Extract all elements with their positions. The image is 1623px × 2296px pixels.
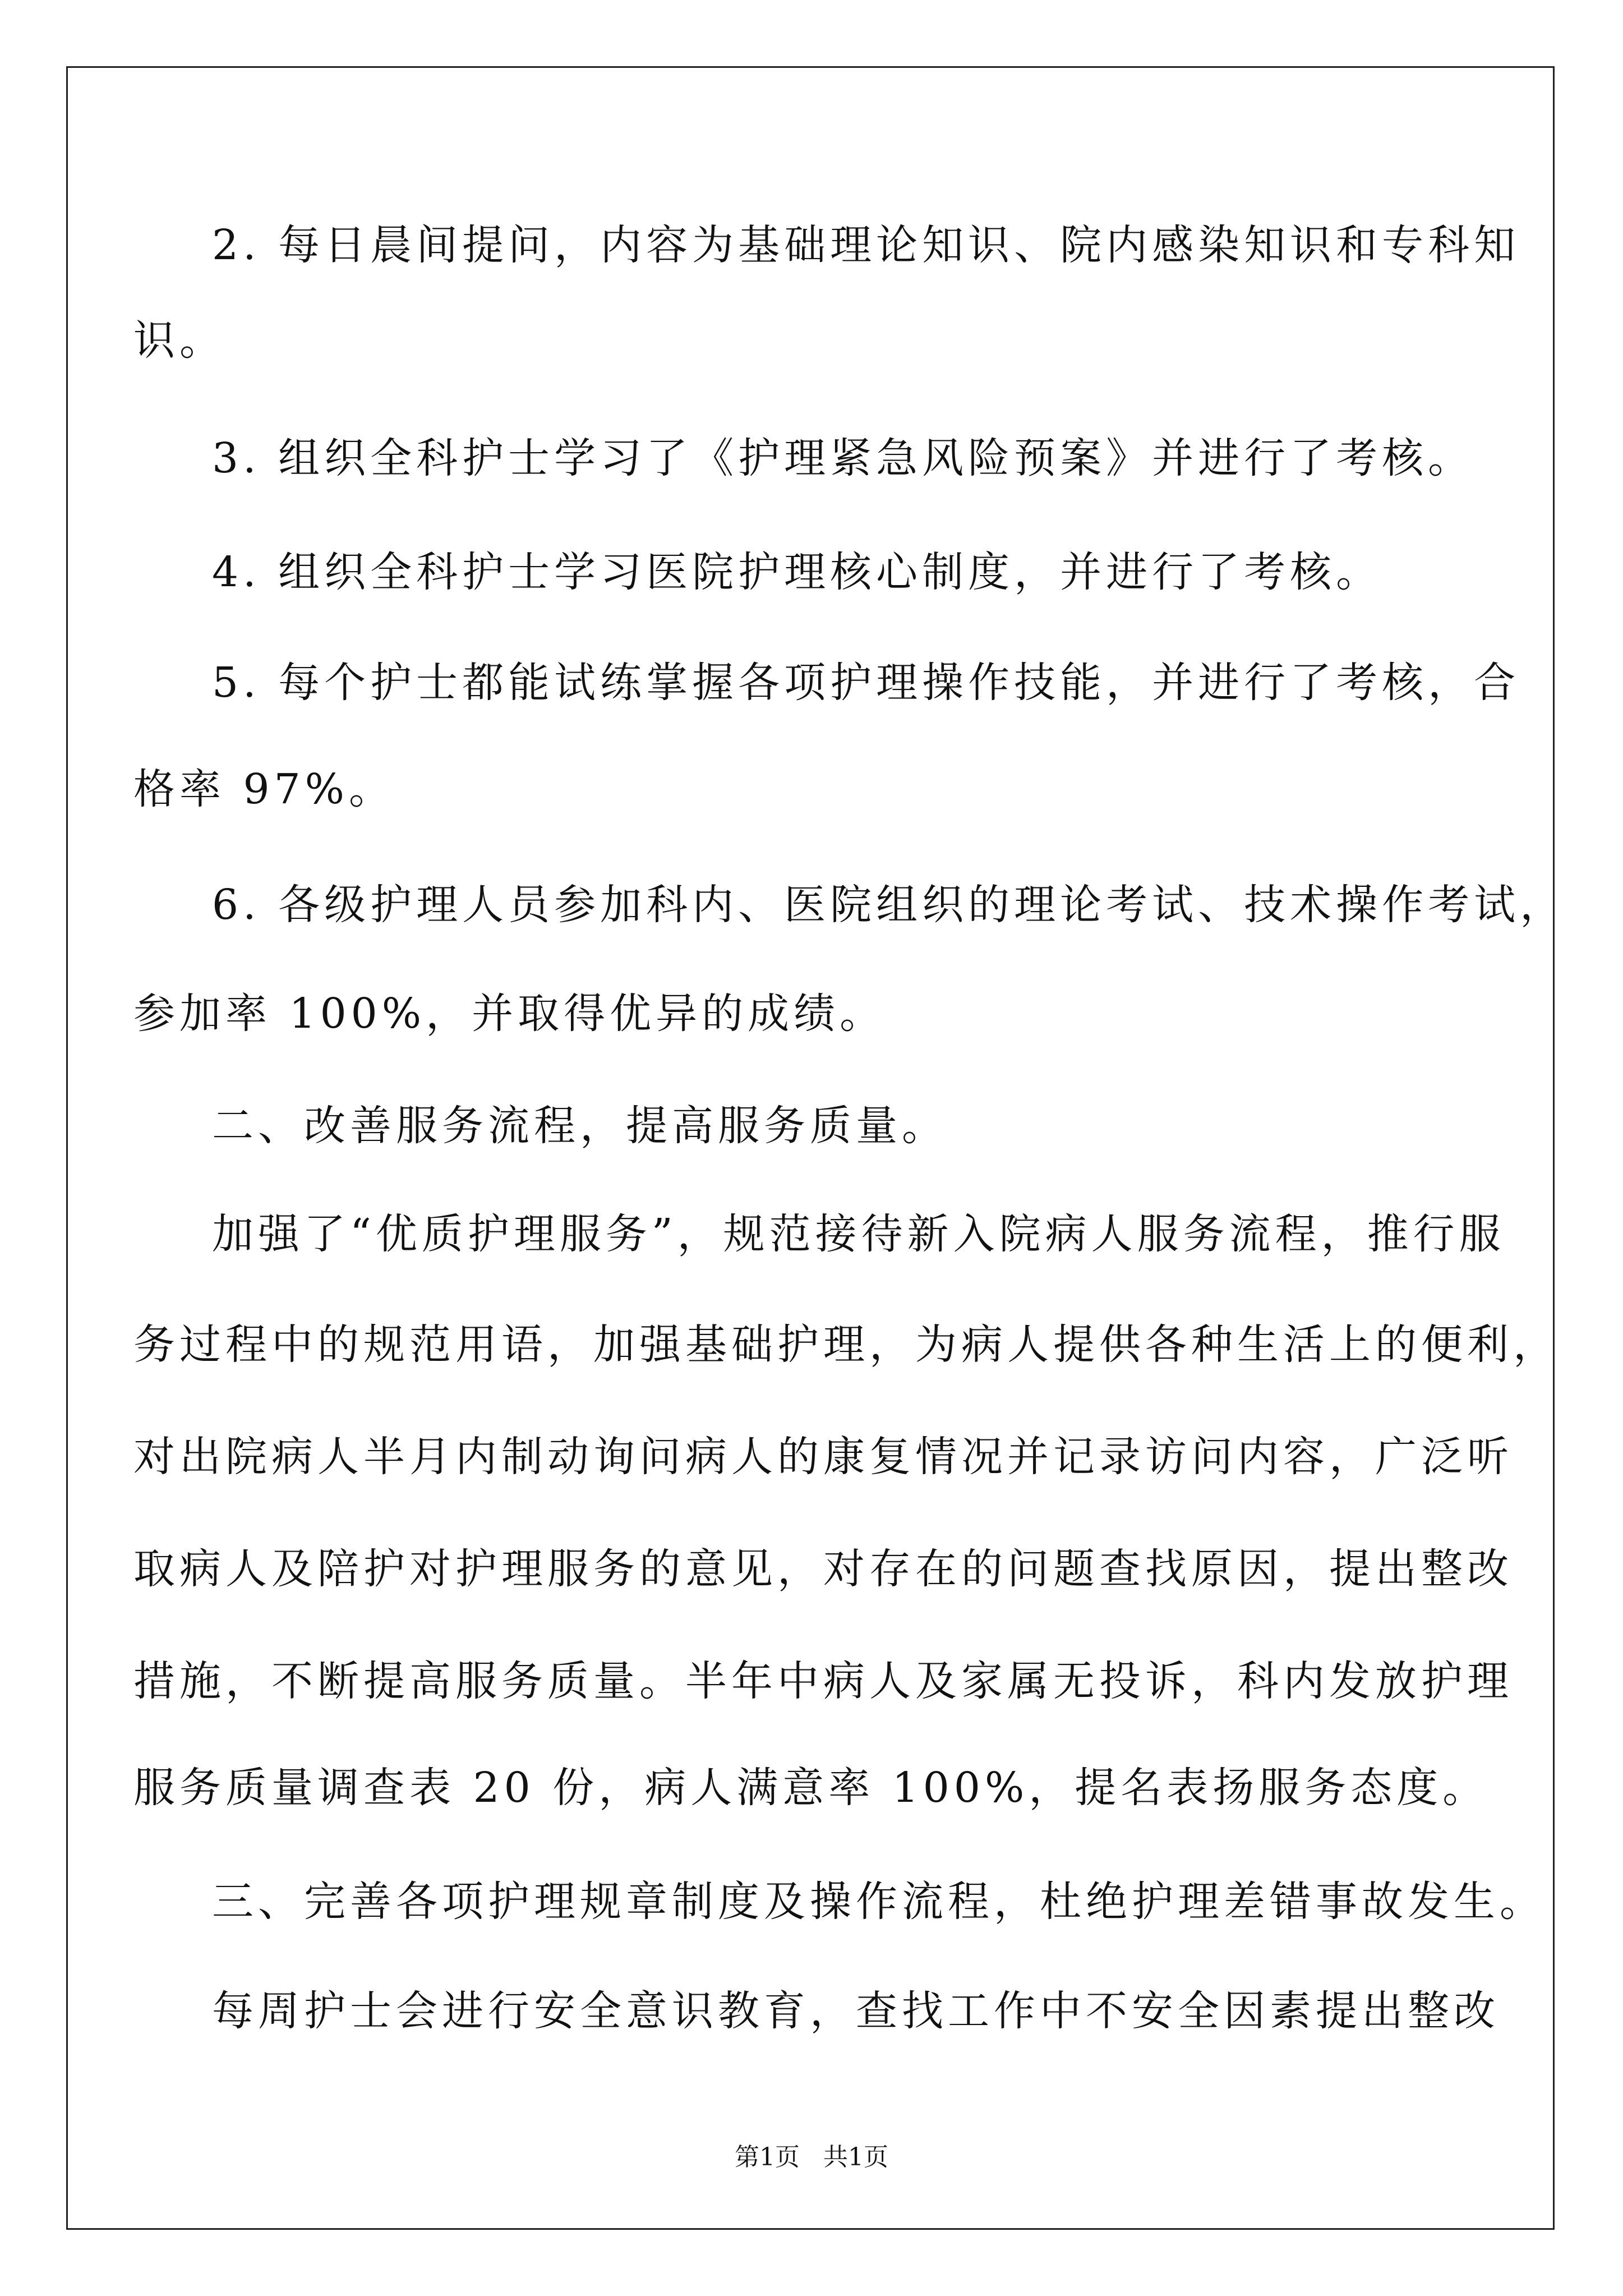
paragraph-3-line-1: 4. 组织全科护士学习医院护理核心制度，并进行了考核。 bbox=[212, 548, 1382, 596]
paragraph-1-line-2: 识。 bbox=[133, 316, 225, 365]
section-heading-2: 二、改善服务流程，提高服务质量。 bbox=[212, 1102, 948, 1150]
paragraph-6-line-3: 对出院病人半月内制动询问病人的康复情况并记录访问内容，广泛听 bbox=[133, 1433, 1513, 1481]
paragraph-6-line-5: 措施，不断提高服务质量。半年中病人及家属无投诉，科内发放护理 bbox=[133, 1657, 1513, 1705]
paragraph-4-line-1: 5. 每个护士都能试练掌握各项护理操作技能，并进行了考核，合 bbox=[212, 659, 1520, 707]
paragraph-5-line-2: 参加率 100%，并取得优异的成绩。 bbox=[133, 990, 886, 1038]
section-heading-3: 三、完善各项护理规章制度及操作流程，杜绝护理差错事故发生。 bbox=[212, 1878, 1546, 1926]
paragraph-1-line-1: 2. 每日晨间提问，内容为基础理论知识、院内感染知识和专科知 bbox=[212, 221, 1520, 269]
paragraph-5-line-1: 6. 各级护理人员参加科内、医院组织的理论考试、技术操作考试， bbox=[212, 881, 1566, 929]
paragraph-4-line-2: 格率 97%。 bbox=[133, 765, 395, 813]
paragraph-6-line-2: 务过程中的规范用语，加强基础护理，为病人提供各种生活上的便利， bbox=[133, 1320, 1559, 1369]
paragraph-6-line-6: 服务质量调查表 20 份，病人满意率 100%，提名表扬服务态度。 bbox=[133, 1764, 1489, 1812]
paragraph-2-line-1: 3. 组织全科护士学习了《护理紧急风险预案》并进行了考核。 bbox=[212, 434, 1474, 482]
paragraph-6-line-1: 加强了“优质护理服务”，规范接待新入院病人服务流程，推行服 bbox=[212, 1210, 1505, 1258]
paragraph-7-line-1: 每周护士会进行安全意识教育，查找工作中不安全因素提出整改 bbox=[212, 1987, 1500, 2035]
paragraph-6-line-4: 取病人及陪护对护理服务的意见，对存在的问题查找原因，提出整改 bbox=[133, 1545, 1513, 1593]
page-footer: 第1页 共1页 bbox=[735, 2143, 888, 2171]
